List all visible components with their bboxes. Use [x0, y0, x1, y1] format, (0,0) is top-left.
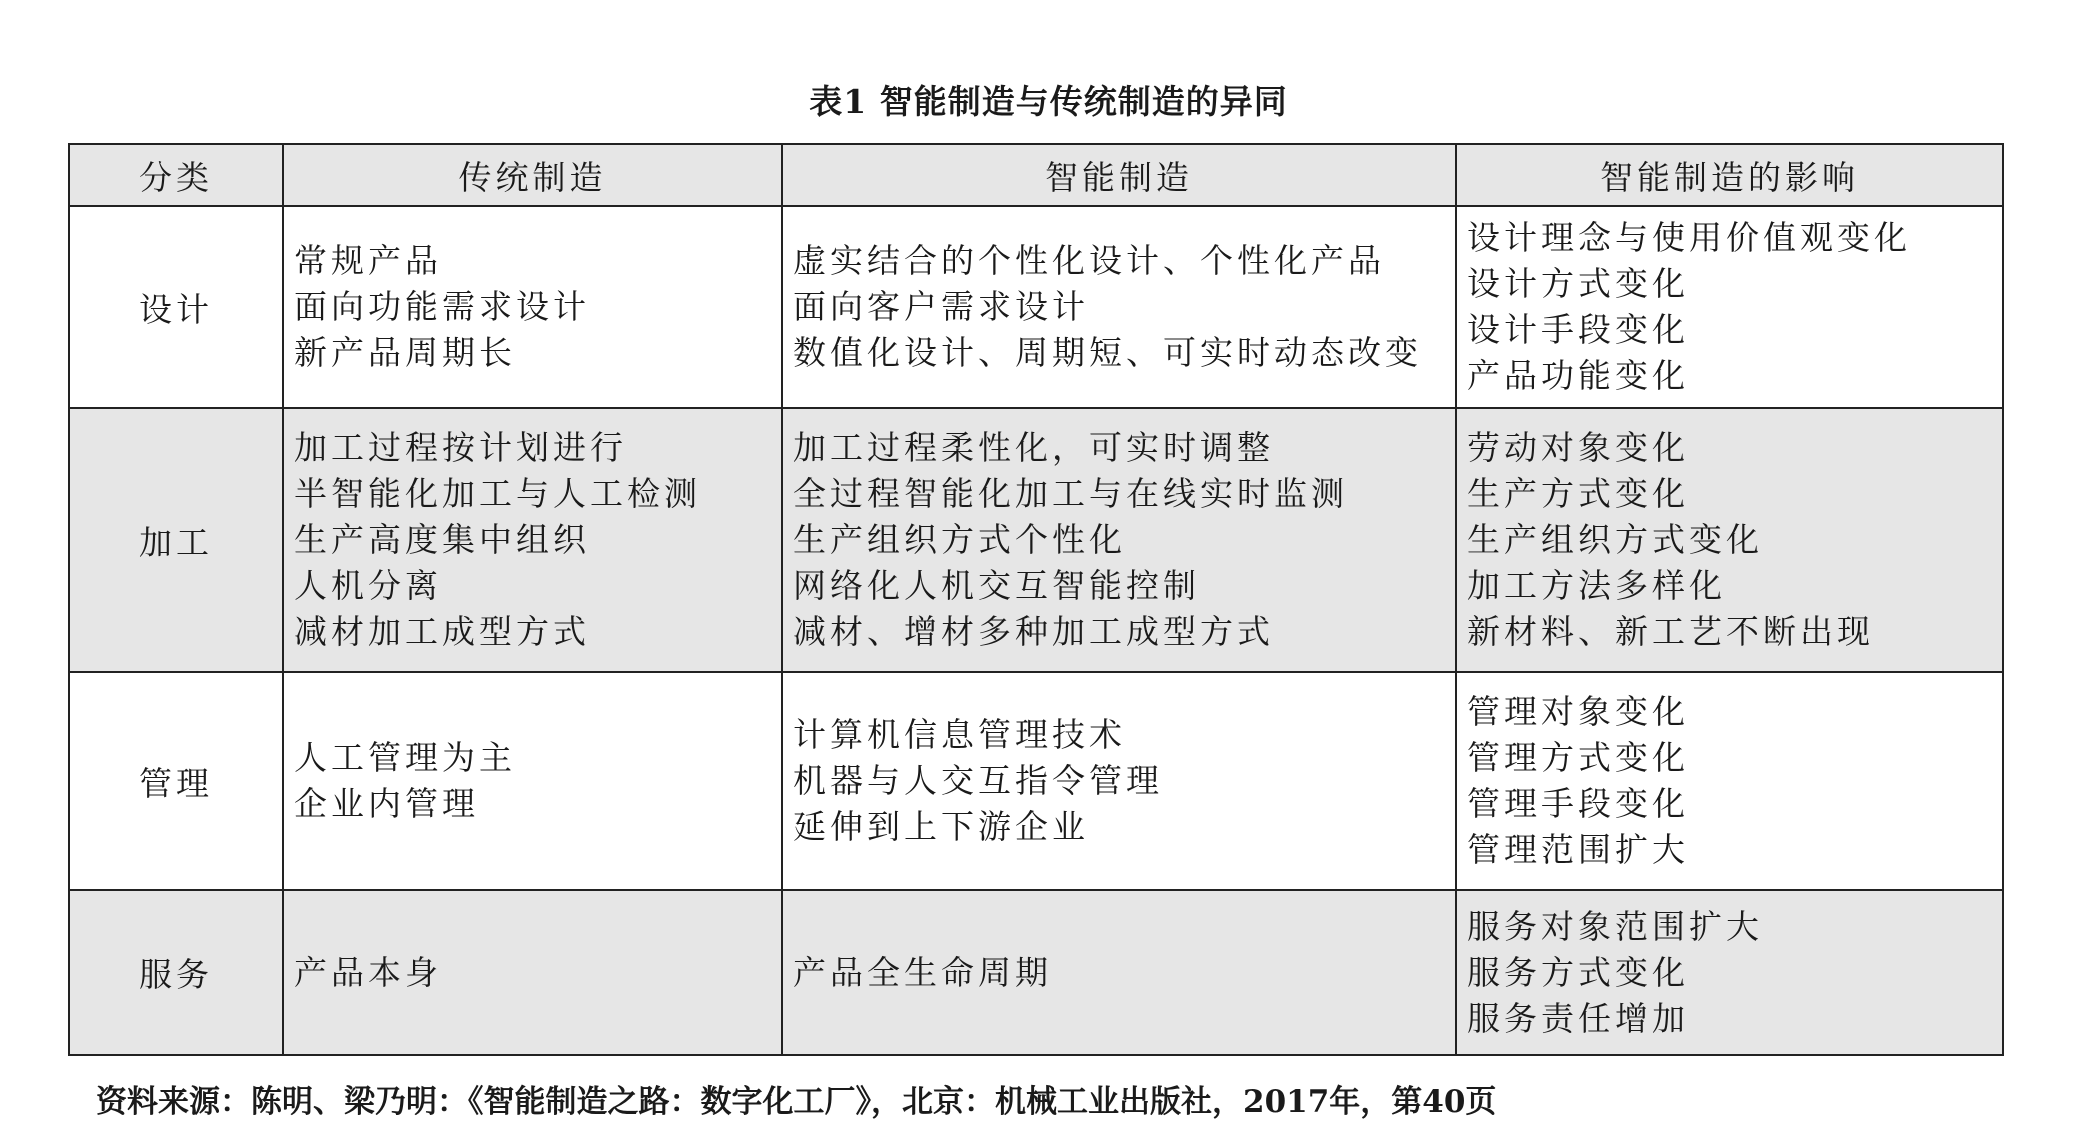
- cell-line: 管理对象变化: [1467, 692, 1689, 731]
- cell-line: 新材料、新工艺不断出现: [1467, 612, 1874, 651]
- cell-line: 生产方式变化: [1467, 474, 1689, 513]
- cell-line: 管理范围扩大: [1467, 830, 1689, 869]
- cell-line: 半智能化加工与人工检测: [294, 474, 701, 513]
- cell-line: 面向客户需求设计: [793, 287, 1089, 326]
- smart-cell: [782, 206, 1456, 408]
- cell-line: 面向功能需求设计: [294, 287, 590, 326]
- cell-line: 服务对象范围扩大: [1467, 906, 1763, 946]
- cell-line: 产品功能变化: [1467, 356, 1689, 395]
- impact-cell: [1456, 206, 2003, 408]
- cell-line: 加工方法多样化: [1467, 566, 1726, 605]
- table-row-design: [69, 206, 2003, 408]
- cell-line: 生产组织方式变化: [1467, 520, 1763, 559]
- cell-line: 人机分离: [294, 566, 442, 605]
- impact-cell: [1456, 890, 2003, 1055]
- category-cell: 设计: [69, 206, 283, 408]
- cell-line: 产品本身: [294, 952, 442, 992]
- cell-line: 人工管理为主: [294, 738, 516, 777]
- comparison-table: [68, 143, 2004, 1056]
- category-cell: 管理: [69, 672, 283, 890]
- category-cell: 服务: [69, 890, 283, 1055]
- smart-cell: [782, 890, 1456, 1055]
- cell-line: 管理方式变化: [1467, 738, 1689, 777]
- cell-line: 数值化设计、周期短、可实时动态改变: [793, 333, 1422, 372]
- cell-line: 设计理念与使用价值观变化: [1467, 218, 1911, 257]
- smart-cell: [782, 408, 1456, 672]
- cell-line: 生产高度集中组织: [294, 520, 590, 559]
- cell-line: 设计方式变化: [1467, 264, 1689, 303]
- table-header-row: [69, 144, 2003, 206]
- cell-line: 减材加工成型方式: [294, 612, 590, 651]
- impact-cell: [1456, 672, 2003, 890]
- traditional-cell: [283, 206, 782, 408]
- table-row-processing: [69, 408, 2003, 672]
- cell-line: 服务责任增加: [1467, 998, 1689, 1038]
- category-cell: 加工: [69, 408, 283, 672]
- cell-line: 设计手段变化: [1467, 310, 1689, 349]
- cell-line: 加工过程柔性化，可实时调整: [793, 428, 1274, 467]
- smart-cell: [782, 672, 1456, 890]
- cell-line: 计算机信息管理技术: [793, 715, 1126, 754]
- cell-line: 网络化人机交互智能控制: [793, 566, 1200, 605]
- cell-line: 机器与人交互指令管理: [793, 761, 1163, 800]
- cell-line: 劳动对象变化: [1467, 428, 1689, 467]
- header-traditional: 传统制造: [283, 144, 782, 206]
- cell-line: 企业内管理: [294, 784, 479, 823]
- cell-line: 虚实结合的个性化设计、个性化产品: [793, 241, 1385, 280]
- traditional-cell: [283, 890, 782, 1055]
- cell-line: 服务方式变化: [1467, 952, 1689, 992]
- table-title: 表1 智能制造与传统制造的异同: [809, 82, 1288, 121]
- cell-line: 加工过程按计划进行: [294, 428, 627, 467]
- traditional-cell: [283, 672, 782, 890]
- header-category: 分类: [69, 144, 283, 206]
- cell-line: 生产组织方式个性化: [793, 520, 1126, 559]
- source-note: 资料来源：陈明、梁乃明：《智能制造之路：数字化工厂》，北京：机械工业出版社，2017年，第40页: [96, 1084, 1497, 1120]
- cell-line: 管理手段变化: [1467, 784, 1689, 823]
- table-row-management: [69, 672, 2003, 890]
- table-row-service: [69, 890, 2003, 1055]
- header-impact: 智能制造的影响: [1456, 144, 2003, 206]
- header-smart: 智能制造: [782, 144, 1456, 206]
- cell-line: 产品全生命周期: [793, 952, 1052, 992]
- cell-line: 全过程智能化加工与在线实时监测: [793, 474, 1348, 513]
- cell-line: 延伸到上下游企业: [793, 807, 1089, 846]
- cell-line: 常规产品: [294, 241, 442, 280]
- cell-line: 新产品周期长: [294, 333, 516, 372]
- impact-cell: [1456, 408, 2003, 672]
- cell-line: 减材、增材多种加工成型方式: [793, 612, 1274, 651]
- traditional-cell: [283, 408, 782, 672]
